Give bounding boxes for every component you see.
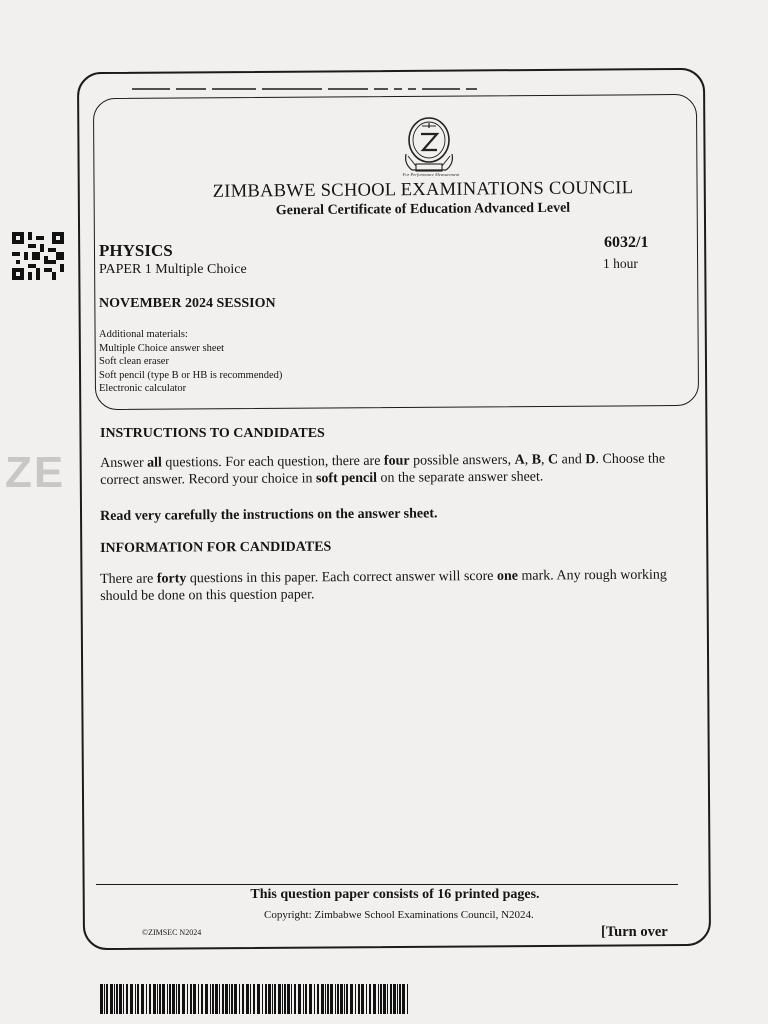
text-run: questions. For each question, there are [161,453,384,471]
zimsec-stamp: ©ZIMSEC N2024 [142,928,202,937]
side-watermark: ZE [5,448,66,497]
text-run-bold: B [531,452,542,468]
candidate-dash-line [132,86,477,92]
copyright-line: Copyright: Zimbabwe School Examinations Council, N2024. [264,909,534,921]
turn-over-note: [Turn over [601,924,668,940]
footer-divider [96,884,678,885]
certificate-level: General Certificate of Education Advanced Level [275,200,571,219]
answer-sheet-note: Read very carefully the instructions on the answer sheet. [100,506,438,524]
text-run-bold: one [496,568,519,584]
text-run: possible answers, [409,452,515,469]
text-run: questions in this paper. Each correct answer will score [186,568,498,587]
information-paragraph [100,566,680,605]
text-run: and [558,452,586,468]
text-run: There are [100,571,157,587]
instructions-paragraph [100,450,706,489]
text-run-bold: C [547,452,559,468]
text-run: on the separate answer sheet. [376,469,544,486]
qr-code-icon [12,232,64,280]
council-name: ZIMBABWE SCHOOL EXAMINATIONS COUNCIL [212,178,634,202]
text-run: mark. Any rough working should be done on this question paper. [100,567,667,604]
text-run: . Choose the correct answer. Record your choice in [100,451,666,488]
text-run-bold: soft pencil [315,470,378,487]
text-run-bold: A [514,452,525,468]
instructions-heading: INSTRUCTIONS TO CANDIDATES [100,426,325,441]
exam-session: NOVEMBER 2024 SESSION [99,296,276,311]
information-heading: INFORMATION FOR CANDIDATES [100,539,332,556]
subject-title: PHYSICS [99,241,173,260]
text-run-bold: forty [156,571,187,587]
barcode-icon [100,984,410,1014]
additional-materials [99,328,282,396]
text-run-bold: all [147,455,162,471]
text-run: , [524,452,532,468]
materials-item: Soft clean eraser [99,356,169,367]
text-run: Answer [100,455,148,471]
materials-item: Multiple Choice answer sheet [99,342,225,354]
crest-motto: For Performance Measurement [402,172,460,177]
text-run: , [540,452,549,468]
paper-name: PAPER 1 Multiple Choice [99,262,247,277]
text-run-bold: D [585,452,596,468]
paper-duration: 1 hour [603,256,638,271]
paper-code: 6032/1 [604,234,649,251]
text-run-bold: four [383,453,410,469]
materials-item: Soft pencil (type B or HB is recommended) [99,369,283,381]
materials-heading: Additional materials: [99,329,188,340]
page-count-note: This question paper consists of 16 printed pages. [250,887,540,902]
materials-item: Electronic calculator [99,383,187,394]
